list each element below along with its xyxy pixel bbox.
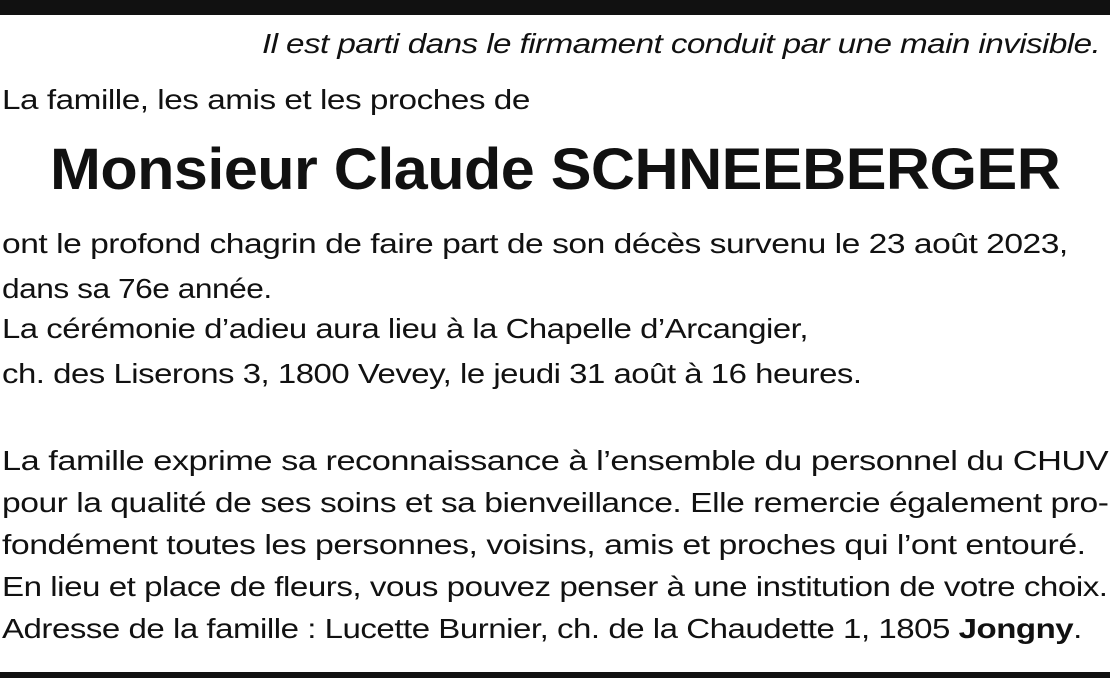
intro-text: La famille, les amis et les proches de xyxy=(2,84,530,115)
family-address xyxy=(2,613,1082,645)
thanks-line-1: La famille exprime sa reconnaissance à l’ensemble du personnel du CHUV xyxy=(2,445,1109,476)
announcement-line-4: ch. des Liserons 3, 1800 Vevey, le jeudi 31 août à 16 heures. xyxy=(2,358,862,389)
family-address-period: . xyxy=(1073,613,1082,644)
thanks-line-4: En lieu et place de fleurs, vous pouvez penser à une institution de votre choix. xyxy=(2,571,1108,602)
bottom-rule xyxy=(0,672,1110,678)
epigraph: Il est parti dans le firmament conduit par une main invisible. xyxy=(261,28,1100,59)
top-rule xyxy=(0,0,1110,15)
family-address-locality: Jongny xyxy=(958,613,1074,644)
deceased-name: Monsieur Claude SCHNEEBERGER xyxy=(50,137,1061,202)
announcement-line-3: La cérémonie d’adieu aura lieu à la Chapelle d’Arcangier, xyxy=(2,313,808,344)
thanks-line-2: pour la qualité de ses soins et sa bienveillance. Elle remercie également pro- xyxy=(2,487,1109,518)
family-address-text: Adresse de la famille : Lucette Burnier, ch. de la Chaudette 1, 1805 xyxy=(2,613,959,644)
thanks-line-3: fondément toutes les personnes, voisins, amis et proches qui l’ont entouré. xyxy=(2,529,1086,560)
announcement-line-2: dans sa 76e année. xyxy=(2,273,272,304)
announcement-line-1: ont le profond chagrin de faire part de son décès survenu le 23 août 2023, xyxy=(2,228,1068,259)
